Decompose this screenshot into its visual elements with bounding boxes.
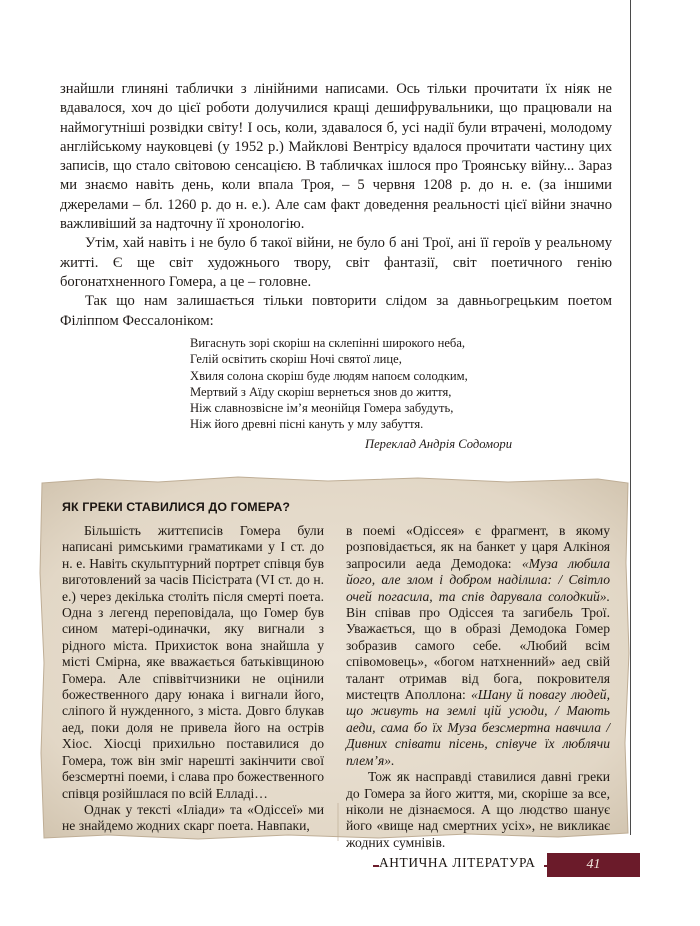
poem-quote <box>190 335 520 452</box>
paragraph: Утім, хай навіть і не було б такої війни, не було б ані Трої, ані її героїв у реальному житті. Є ще світ художнього твору, світ фантазії, світ поетичного генію богонатхненного Гомера, а це – головне. <box>60 235 612 290</box>
text-span: в поемі «Одіссея» є фрагмент, в якому розповідається, як на банкет у царя Алкіноя запросили аеда Демодока: <box>346 523 610 571</box>
paragraph <box>346 523 610 769</box>
paragraph: знайшли глиняні таблички з лінійними написами. Ось тільки прочитати їх ніяк не вдавалося, хоч до цієї роботи долучилися кращі дешифрувальники, що працювали на наймогутніші розвідки світу! І ось, коли, здавалося б, усі надії були втрачені, молодому англійському науковцеві (у 1952 р.) Майклові Вентрісу вдалося прочитати частину цих записів, що стало світовою сенсацією. В табличках ішлося про Троянську війну... Зараз ми знаємо навіть день, коли впала Троя, – 5 червня 1208 р. до н. е. (за іншими джерелами – бл. 1260 р. до н. е.). Але сам факт доведення реальності цієї війни значно важливіший за надточну її хронологію. <box>60 81 612 233</box>
page-number: 41 <box>547 853 640 877</box>
paragraph: Так що нам залишається тільки повторити слідом за давньогрецьким поетом Філіппом Фессалоніком: <box>60 293 612 329</box>
quote-span: «Муза любила його, але злом і добром наділила: / Світло очей погасила, та спів дарувала солодкий». <box>346 555 610 604</box>
poem-line: Хвиля солона скоріш буде людям напоєм солодким, <box>190 368 468 383</box>
section-name: АНТИЧНА ЛІТЕРАТУРА <box>379 855 544 871</box>
sidebar-left-column <box>62 523 324 835</box>
sidebar-right-column <box>346 523 610 851</box>
page-edge-line <box>630 0 631 835</box>
paragraph: Тож як насправді ставилися давні греки до Гомера за його життя, ми, скоріше за все, ніколи не дізнаємося. А що людство шанує його «вище над смертних усіх», не викликає жодних сумнівів. <box>346 769 610 850</box>
sidebar-title: ЯК ГРЕКИ СТАВИЛИСЯ ДО ГОМЕРА? <box>62 500 291 514</box>
translation-credit: Переклад Андрія Содомори <box>364 436 512 451</box>
paragraph: Однак у тексті «Іліади» та «Одіссеї» ми не знайдемо жодних скарг поета. Навпаки, <box>62 801 324 834</box>
poem-line: Мертвий з Аїду скоріш вернеться знов до життя, <box>190 384 452 399</box>
poem-line: Гелій освітить скоріш Ночі святої лице, <box>190 352 402 367</box>
main-text <box>60 80 612 331</box>
quote-span: «Шану й повагу людей, що живуть на землі цій усюди, / Мають аеди, сама бо їх Муза безсмертна навчила / Дивних співати пісень, співуче їх люблячи плем’я». <box>346 687 610 768</box>
poem-line: Ніж славнозвісне ім’я меонійця Гомера забудуть, <box>190 401 454 416</box>
poem-line: Ніж його древні пісні кануть у млу забуття. <box>190 417 424 432</box>
page-footer <box>373 853 640 877</box>
text-span: Він співав про Одіссея та загибель Трої. Уважається, що в образі Демодока Гомер зобразив самого себе. «Любий всім співомовець», «богом натхненний» аед свій талант отримав від бога, покровителя мистецтв Аполлона: <box>346 605 610 703</box>
poem-line: Вигаснуть зорі скоріш на склепінні широкого неба, <box>190 336 466 350</box>
paragraph: Більшість життєписів Гомера були написані римськими граматиками у І ст. до н. е. Навіть скульптурний портрет співця був виготовлений за часів Пісістрата (VI ст. до н. е.) через декілька століть після смерті поета. Одна з легенд переповідала, що Гомер був сином матері-одиначки, яку вигнали з рідного міста. Прихисток вона знайшла у місті Смірна, яке вважається батьківщиною Гомера. Але співвітчизники не оцінили божественного дару юнака і вигнали його, сліпого й нужденного, з міста. Довго блукав аед, поки доля не привела його на острів Хіос. Хіосці прихильно поставилися до Гомера, тож він зміг нарешті закінчити свої безсмертні поеми, і слава про божественного співця розійшлася по всій Елладі… <box>62 523 324 801</box>
